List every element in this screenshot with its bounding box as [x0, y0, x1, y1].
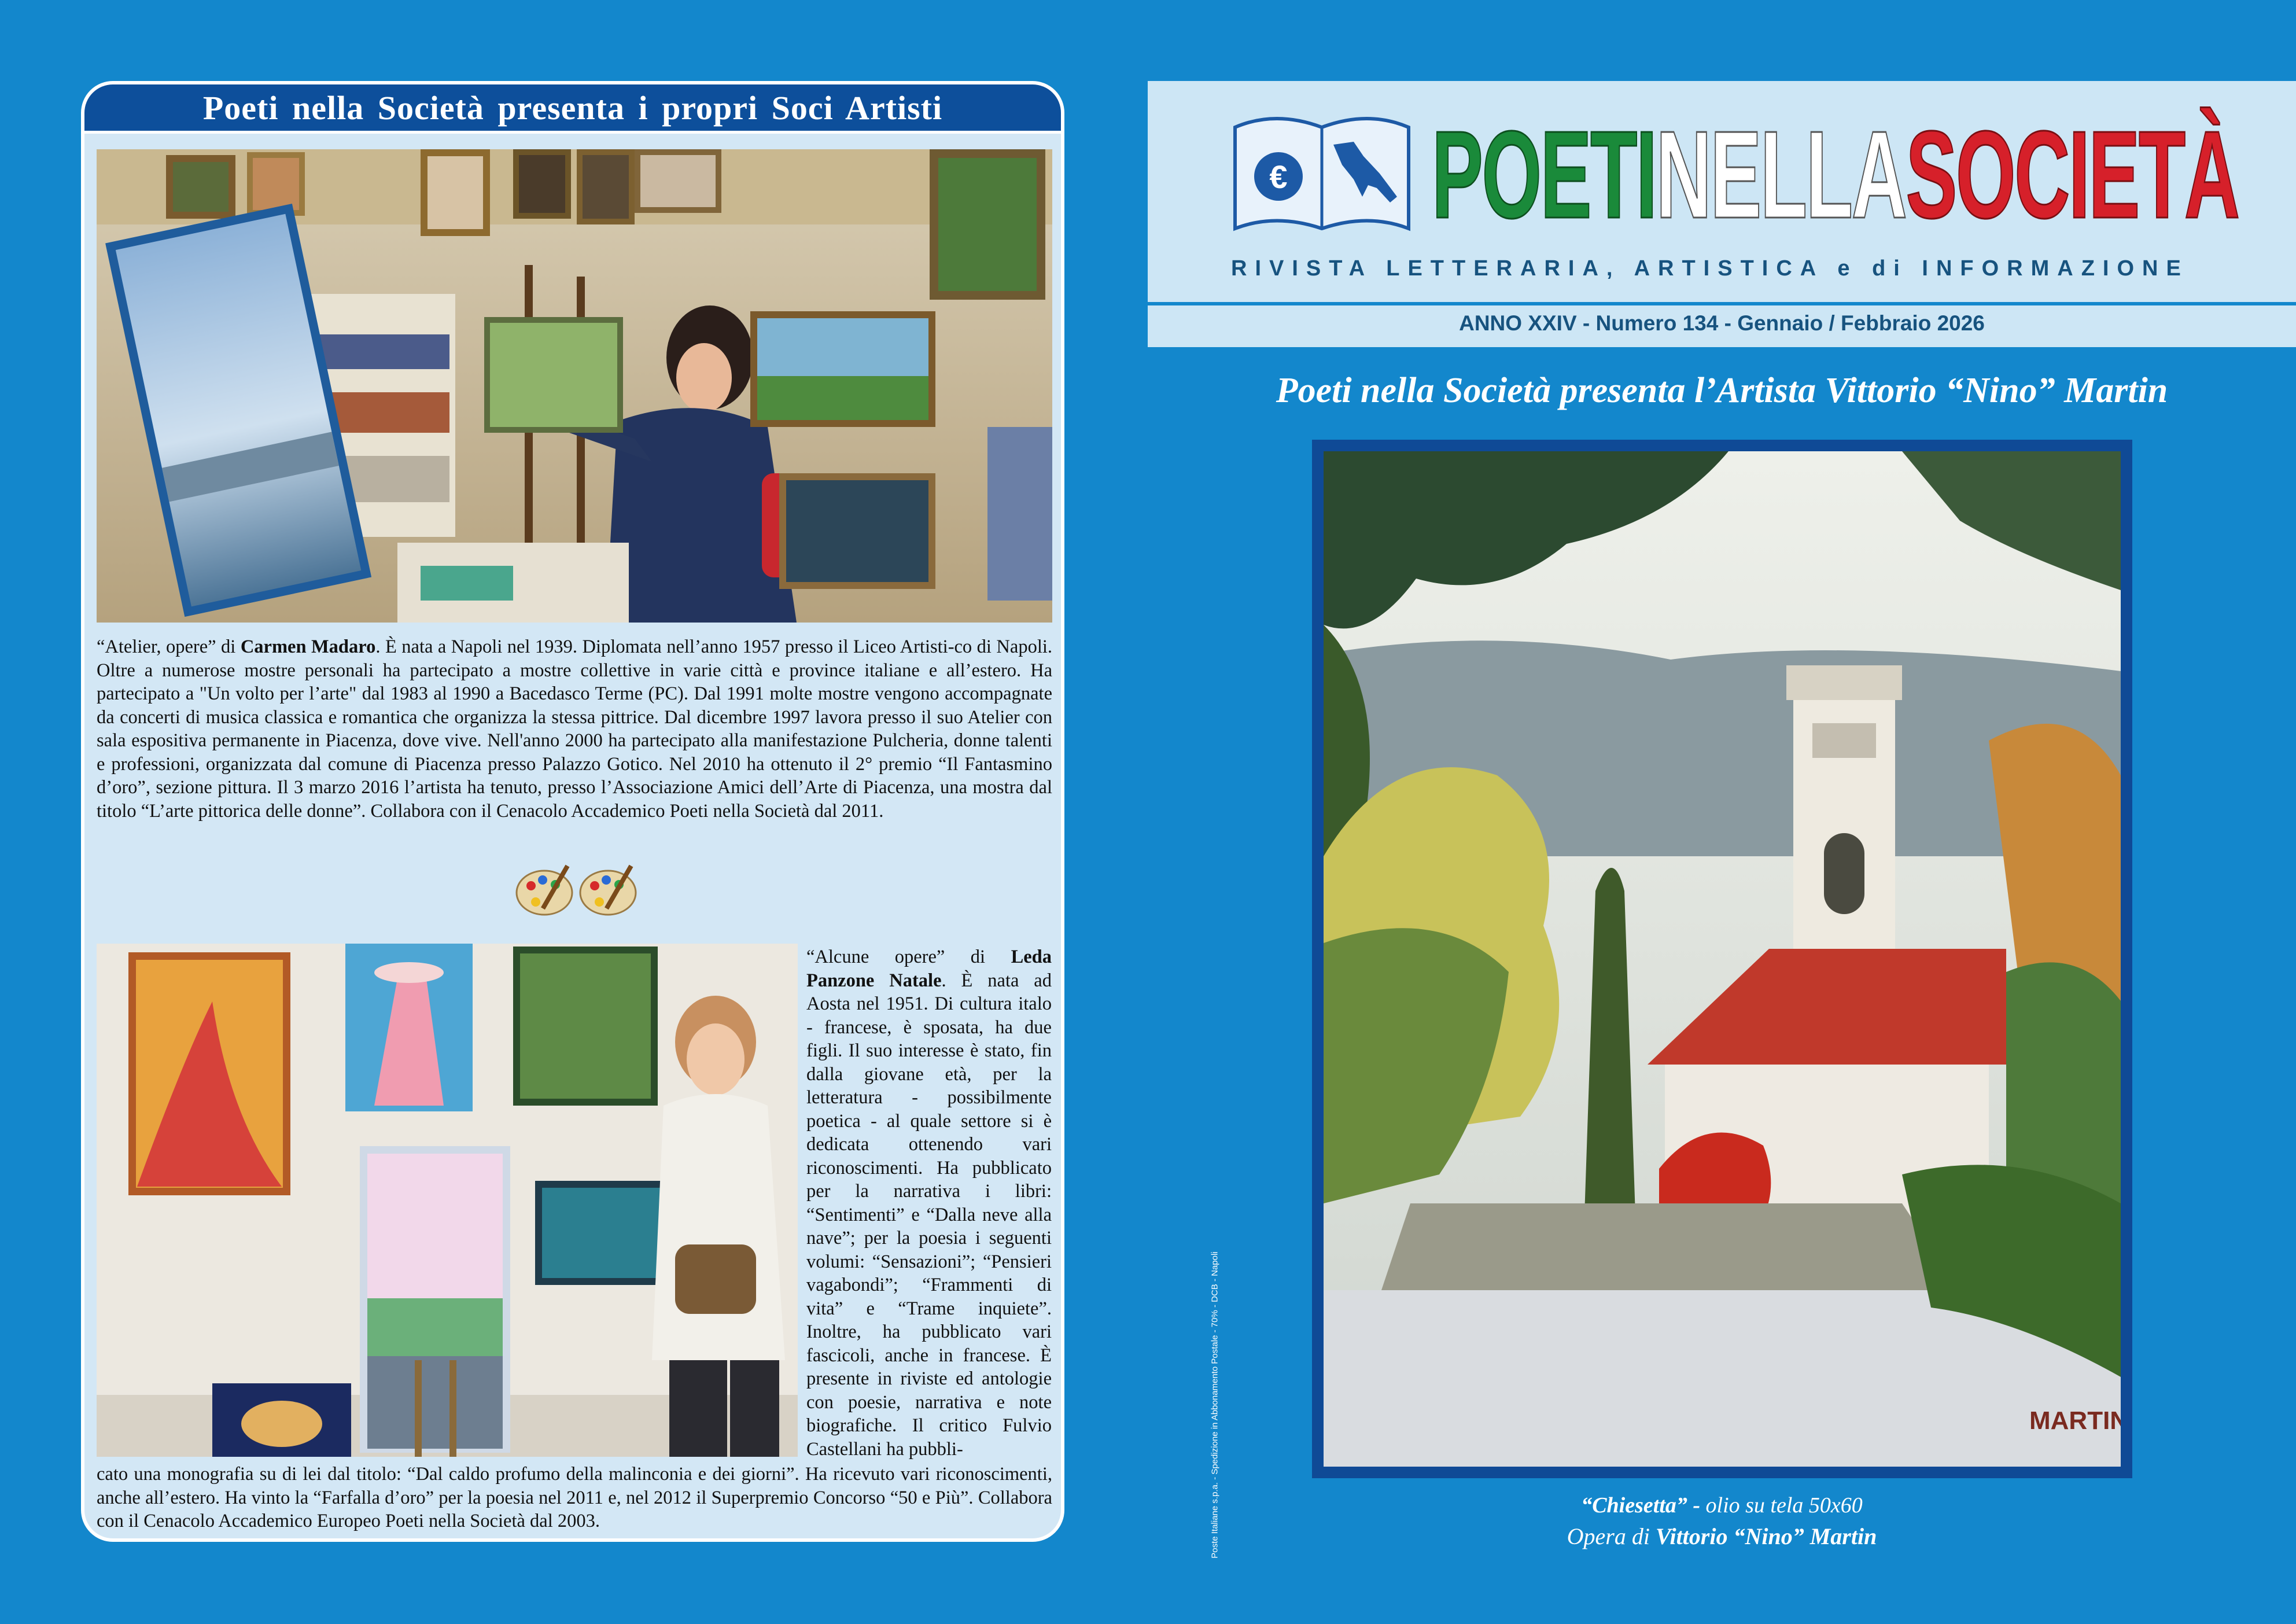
postal-note: Poste Italiane s.p.a. - Spedizione in Abbonamento Postale - 70% - DCB - Napoli	[1210, 1251, 1220, 1559]
painting-caption	[1148, 1493, 2296, 1518]
caption-artist: Vittorio “Nino” Martin	[1655, 1523, 1877, 1549]
issue-info: ANNO XXIV - Numero 134 - Gennaio / Febbraio 2026	[1459, 311, 1985, 335]
bio2-side-text: . È nata ad Aosta nel 1951. Di cultura italo - francese, è sposata, ha due figli. Il suo interesse è stato, fin dalla giovane età, per la letteratura - possibilmente poetica - al quale settore si è dedicata ottenendo vari riconoscimenti. Ha pubblicato per la narrativa i libri: “Sentimenti” e “Dalla neve alla nave”; per la poesia i seguenti volumi: “Sensazioni”; “Pensieri vagabondi”; “Frammenti di vita” e “Trame inquiete”. Inoltre, ha pubblicato vari fascicoli, anche in francese. È presente in riviste ed antologie con poesie, narrativa e note biografiche. Il critico Fulvio Castellani ha pubbli-	[806, 970, 1052, 1460]
palette-icon	[513, 857, 640, 920]
magazine-subtitle: RIVISTA LETTERARIA, ARTISTICA e di INFORMAZIONE	[1231, 256, 2189, 281]
painting-artist-caption	[1148, 1523, 2296, 1550]
atelier-photo-image	[97, 149, 1052, 623]
bio1-lead: “Atelier, opere” di	[97, 636, 241, 657]
bio2-lead: “Alcune opere” di	[806, 947, 1011, 967]
leda-exhibition-photo	[97, 944, 798, 1457]
bio-carmen-madaro	[97, 635, 1052, 823]
leda-exhibition-image	[97, 944, 798, 1457]
chiesetta-painting	[1324, 451, 2121, 1467]
title-word-2: NELLA	[1656, 105, 1906, 244]
left-page-header-title: Poeti nella Società presenta i propri Soci Artisti	[202, 89, 943, 127]
painting-signature: MARTIN	[2029, 1406, 2121, 1435]
logo-book-icon	[1229, 110, 1414, 243]
atelier-photo	[97, 149, 1052, 623]
bio1-name: Carmen Madaro	[240, 636, 376, 657]
magazine-title	[1432, 105, 2239, 244]
left-article-panel	[81, 81, 1064, 1542]
painting-frame	[1312, 440, 2132, 1478]
bio-leda-side	[806, 945, 1052, 1461]
bio2-name: Leda Panzone Natale	[806, 947, 1052, 991]
left-page-header	[84, 84, 1061, 134]
bio1-text: . È nata a Napoli nel 1939. Diplomata nell’anno 1957 presso il Liceo Artisti-co di Napoli. Oltre a numerose mostre personali ha partecipato a mostre collettive in varie città e province italiane e all’estero. Ha partecipato a "Un volto per l’arte" dal 1983 al 1990 a Bacedasco Terme (PC). Dal 1991 molte mostre vengono accompagnate da concerti di musica classica e romantica che organizza la stessa pittrice. Dal dicembre 1997 lavora presso il suo Atelier con sala espositiva permanente in Piacenza, dove vive. Nell'anno 2000 ha partecipato alla manifestazione Pulcheria, donne talenti e professioni, organizzata dal comune di Piacenza presso Palazzo Gotico. Nel 2010 ha ottenuto il 2° premio “Il Fantasmino d’oro”, sezione pittura. Il 3 marzo 2016 l’artista ha tenuto, presso l’Associazione Amici dell’Arte di Piacenza, una mostra dal titolo “L’arte pittorica delle donne”. Collabora con il Cenacolo Accademico Poeti nella Società dal 2011.	[97, 636, 1053, 822]
title-word-3: SOCIETÀ	[1906, 105, 2239, 244]
svg-text:€: €	[1269, 159, 1288, 195]
title-word-1: POETI	[1432, 105, 1656, 244]
caption-title: “Chiesetta” -	[1581, 1493, 1706, 1518]
book-map-icon	[1229, 110, 1414, 243]
palette-icons	[513, 857, 640, 920]
masthead-divider	[1148, 302, 2296, 305]
bio-leda-bottom	[97, 1463, 1052, 1533]
caption-prefix: Opera di	[1567, 1523, 1656, 1549]
bio2-bottom-text: cato una monografia su di lei dal titolo: “Dal caldo profumo della malinconia e dei giorni”. Ha ricevuto vari riconoscimenti, anche all’estero. Ha vinto la “Farfalla d’oro” per la poesia nel 2011 e, nel 2012 il Superpremio Concorso “50 e Più”. Collabora con il Cenacolo Accademico Europeo Poeti nella Società dal 2003.	[97, 1464, 1052, 1531]
caption-medium: olio su tela 50x60	[1705, 1493, 1863, 1518]
cover-headline: Poeti nella Società presenta l’Artista Vittorio “Nino” Martin	[1276, 371, 2168, 410]
